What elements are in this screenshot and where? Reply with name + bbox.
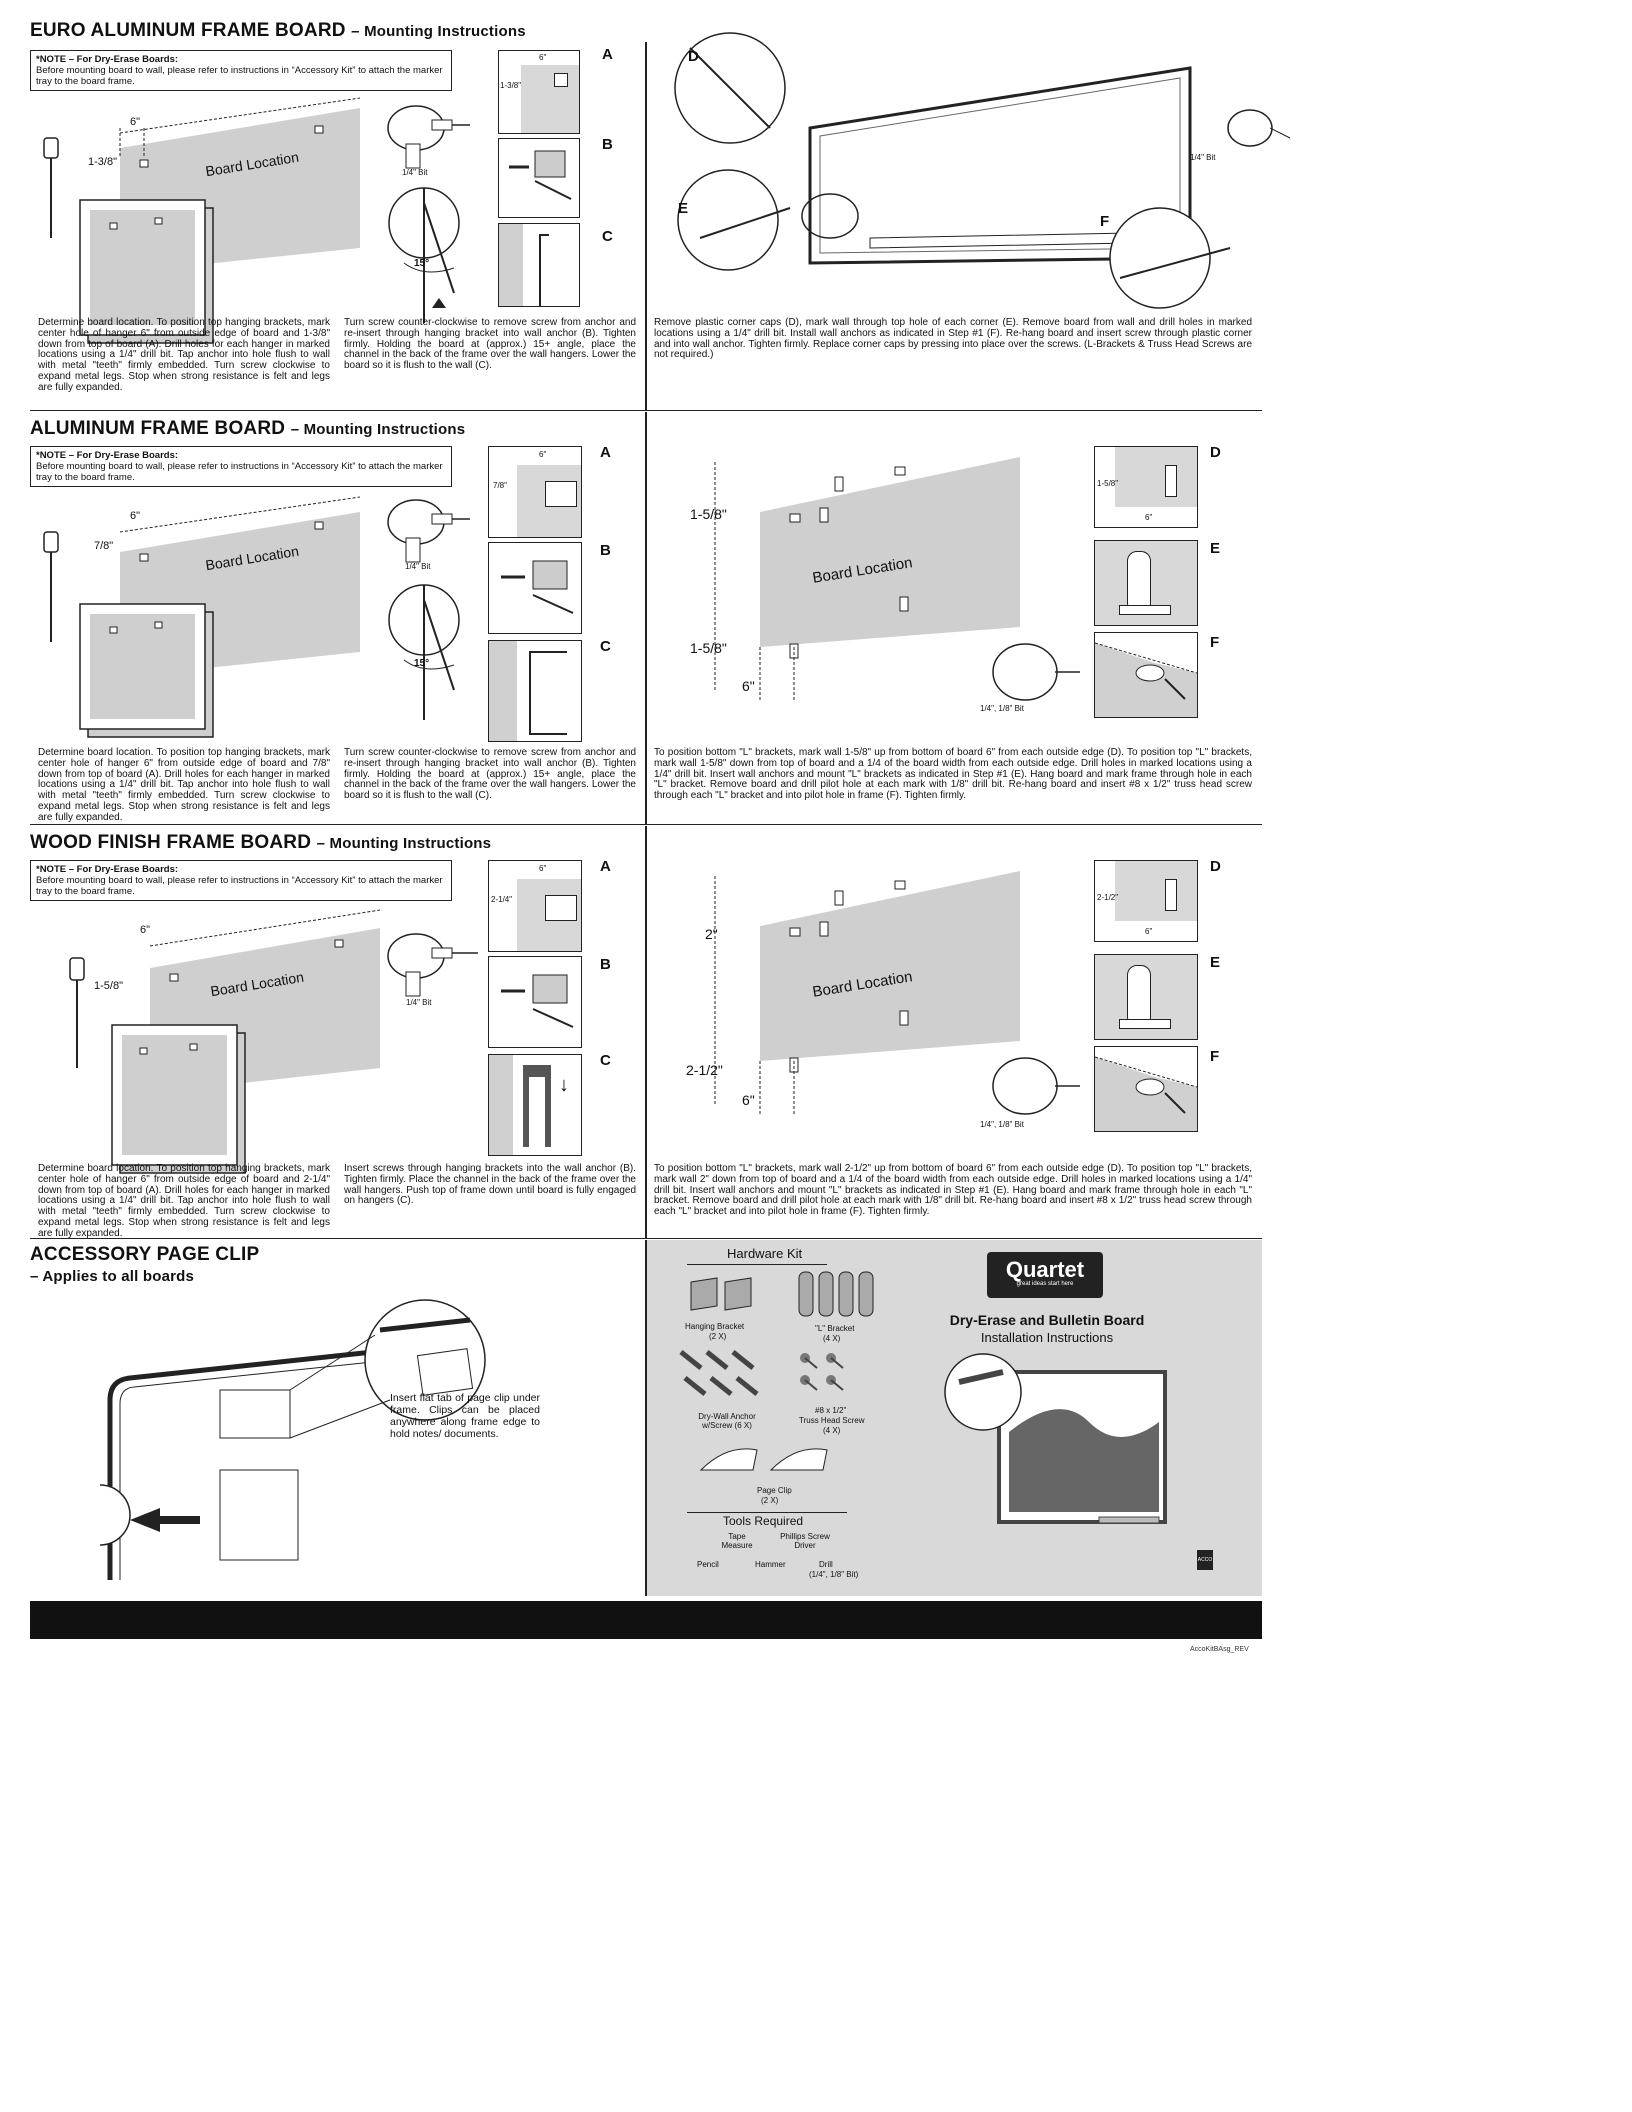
clip-instructions: Insert flat tab of page clip under frame. Clips can be placed anywhere along frame edge to hold notes/ documents. (390, 1392, 540, 1440)
label-f: F (1210, 1048, 1220, 1065)
drill-icon (384, 492, 474, 572)
dim-horizontal: 6" (140, 924, 151, 936)
accessory-title: ACCESSORY PAGE CLIP (30, 1244, 260, 1265)
truss-label-2: Truss Head Screw (799, 1416, 865, 1425)
panel-dim-v: 7/8" (493, 481, 507, 490)
bit-label: 1/4" Bit (402, 168, 428, 177)
panel-a (498, 50, 580, 134)
section-accessory (30, 1240, 1262, 1596)
dim-top: 2" (705, 926, 718, 942)
board-location-label: Board Location (811, 554, 914, 587)
panel-b (498, 138, 580, 218)
board-location-label: Board Location (811, 968, 914, 1001)
step-text-3: To position bottom "L" brackets, mark wall 1-5/8" up from bottom of board 6" from each outside edge (D). To position top "L" brackets, mark wall 1-5/8" down from top of board and a 1/4 of the board width from each outside edge. Drill holes in marked locations using a 1/4" drill bit. Insert wall anchors and mount "L" brackets as indicated in Step #1 (E). Hang board and mark frame through hole in each "L" bracket. Remove board and drill pilot hole at each mark with 1/8" drill bit. Re-hang board and insert #8 x 1/2" truss head screw through each "L" bracket and into pilot hole in frame (F). Tighten firmly. (654, 747, 1252, 802)
drill-icon (384, 926, 484, 1006)
page-clip-icon (697, 1440, 837, 1480)
panel-c (498, 223, 580, 307)
dim-vertical: 1-5/8" (94, 980, 123, 992)
board-location-diagram (40, 98, 380, 308)
label-a: A (600, 444, 611, 461)
truss-screw-icon (797, 1350, 857, 1400)
bit-label: 1/4" Bit (406, 998, 432, 1007)
l-bracket-board-diagram (670, 846, 1090, 1146)
label-c: C (600, 638, 611, 655)
panel-e (1094, 540, 1198, 626)
anchor-icon (677, 1348, 787, 1408)
footer-code: AccoKitBAsg_REV (1190, 1646, 1249, 1653)
section-title: WOOD FINISH FRAME BOARD – Mounting Instructions (30, 832, 492, 853)
bit-label: 1/4", 1/8" Bit (980, 1120, 1024, 1129)
page-clip-qty: (2 X) (761, 1496, 779, 1505)
board-location-label: Board Location (209, 968, 305, 1000)
panel-e (1094, 954, 1198, 1040)
panel-dim-v: 1-3/8" (500, 81, 522, 90)
panel-a (488, 860, 582, 952)
label-d: D (1210, 858, 1221, 875)
panel-dim-h: 6" (1145, 927, 1153, 936)
step-text-2: Turn screw counter-clockwise to remove screw from anchor and re-insert through hanging bracket into wall anchor (B). Tighten firmly. Holding the board at (approx.) 15+ angle, place the channel in the back of the frame over the wall hangers. Lower the board so it is flush to the wall (C). (344, 747, 636, 802)
footer-bar (30, 1601, 1262, 1639)
board-location-label: Board Location (204, 148, 300, 180)
dim-horizontal: 6" (130, 510, 141, 522)
bit-label: 1/4" Bit (405, 562, 431, 571)
label-e: E (1210, 954, 1221, 971)
acco-logo: ACCO (1197, 1550, 1213, 1570)
l-bracket-icon (797, 1270, 877, 1320)
step-text-3: To position bottom "L" brackets, mark wall 2-1/2" up from bottom of board 6" from each outside edge (D). To position top "L" brackets, mark wall 2" down from top of board and a 1/4 of the board width from each outside edge. Drill holes in marked locations using a 1/4" drill bit. Insert wall anchors and mount "L" brackets as indicated in Step #1 (E). Hang board and mark frame through hole in each "L" bracket. Remove board and drill pilot hole at each mark with 1/8" drill bit. Re-hang board and insert #8 x 1/2" truss head screw through each "L" bracket and into pilot hole in frame (F). Tighten firmly. (654, 1163, 1252, 1218)
page-clip-label: Page Clip (757, 1486, 792, 1495)
dim-horizontal: 6" (742, 1092, 755, 1108)
panel-dim-h: 6" (539, 864, 547, 873)
anchor-label: Dry-Wall Anchor w/Screw (6 X) (698, 1412, 756, 1430)
bit-label-right: 1/4" Bit (1190, 153, 1216, 162)
label-b: B (602, 136, 613, 153)
panel-b (488, 542, 582, 634)
hanging-bracket-label: Hanging Bracket (685, 1322, 745, 1331)
label-a: A (600, 858, 611, 875)
l-bracket-label: "L" Bracket (815, 1324, 855, 1333)
panel-c: ↓ (488, 1054, 582, 1156)
tool-screwdriver: Phillips Screw Driver (780, 1532, 830, 1550)
section-euro (30, 18, 1262, 411)
product-cover (647, 1240, 1262, 1596)
whiteboard-diagram (670, 48, 1250, 308)
hanging-bracket-qty: (2 X) (709, 1332, 727, 1341)
tool-drill-bits: (1/4", 1/8" Bit) (809, 1570, 859, 1579)
l-bracket-board-diagram (670, 432, 1090, 732)
label-f: F (1100, 213, 1110, 230)
label-d: D (1210, 444, 1221, 461)
step-text-2: Insert screws through hanging brackets into the wall anchor (B). Tighten firmly. Place the channel in the back of the frame over the wall hangers. Push top of frame down until board is fully engaged on hangers (C). (344, 1163, 636, 1207)
panel-f (1094, 1046, 1198, 1132)
board-location-diagram (40, 918, 400, 1138)
label-e: E (678, 200, 689, 217)
panel-dim-v: 1-5/8" (1097, 479, 1119, 488)
board-location-diagram (40, 502, 380, 712)
label-c: C (600, 1052, 611, 1069)
dry-erase-note: *NOTE – For Dry-Erase Boards: Before mounting board to wall, please refer to instructions in “Accessory Kit” to attach the marker tray to the board frame. (30, 50, 452, 91)
dry-erase-note: *NOTE – For Dry-Erase Boards: Before mounting board to wall, please refer to instructions in “Accessory Kit” to attach the marker tray to the board frame. (30, 860, 452, 901)
label-a: A (602, 46, 613, 63)
section-title: EURO ALUMINUM FRAME BOARD – Mounting Instructions (30, 20, 526, 41)
step-text-2: Turn screw counter-clockwise to remove screw from anchor and re-insert through hanging bracket into wall anchor (B). Tighten firmly. Holding the board at (approx.) 15+ angle, place the channel in the back of the frame over the wall hangers. Lower the board so it is flush to the wall (C). (344, 317, 636, 372)
dim-horizontal: 6" (130, 116, 141, 128)
label-f: F (1210, 634, 1220, 651)
label-d: D (688, 48, 699, 65)
dim-horizontal: 6" (742, 678, 755, 694)
dim-vertical: 7/8" (94, 540, 114, 552)
hanging-bracket-icon (687, 1276, 757, 1316)
step-text-1: Determine board location. To position top hanging brackets, mark center hole of hanger 6" from outside edge of board and 7/8" down from top of board (A). Drill holes for each hanger in marked locations using a 1/4" drill bit. Tap anchor into hole flush to wall with metal "teeth" firmly embedded. Turn screw clockwise to expand metal legs. Stop when strong resistance is felt and legs are fully expanded. (38, 747, 330, 823)
board-product-image (939, 1352, 1179, 1532)
panel-d (1094, 446, 1198, 528)
dry-erase-note: *NOTE – For Dry-Erase Boards: Before mounting board to wall, please refer to instructions in “Accessory Kit” to attach the marker tray to the board frame. (30, 446, 452, 487)
angle-label: 15° (414, 258, 430, 269)
truss-label: #8 x 1/2" (815, 1406, 847, 1415)
panel-dim-h: 6" (539, 53, 547, 62)
bit-label: 1/4", 1/8" Bit (980, 704, 1024, 713)
step-text-1: Determine board location. To position top hanging brackets, mark center hole of hanger 6" from outside edge of board and 1-3/8" down from top of board (A). Drill holes for each hanger in marked locations using a 1/4" drill bit. Tap anchor into hole flush to wall with metal "teeth" firmly embedded. Turn screw clockwise to expand metal legs. Stop when strong resistance is felt and legs are fully expanded. (38, 317, 330, 393)
drill-icon (384, 98, 474, 178)
tool-pencil: Pencil (697, 1560, 719, 1569)
label-b: B (600, 542, 611, 559)
step-text-1: Determine board location. To position top hanging brackets, mark center hole of hanger 6" from outside edge of board and 2-1/4" down from top of board (A). Drill holes for each hanger in marked locations using a 1/4" drill bit. Tap anchor into hole flush to wall with metal "teeth" firmly embedded. Turn screw clockwise to expand metal legs. Stop when strong resistance is felt and legs are fully expanded. (38, 1163, 330, 1239)
panel-dim-h: 6" (1145, 513, 1153, 522)
panel-dim-h: 6" (539, 450, 547, 459)
hardware-kit-title: Hardware Kit (727, 1246, 803, 1261)
label-e: E (1210, 540, 1221, 557)
dim-bottom: 2-1/2" (686, 1062, 723, 1078)
product-subtitle: Installation Instructions (980, 1330, 1114, 1345)
tool-hammer: Hammer (755, 1560, 786, 1569)
panel-a (488, 446, 582, 538)
dim-bottom: 1-5/8" (690, 640, 727, 656)
angle-label: 15° (414, 658, 430, 669)
accessory-subtitle: – Applies to all boards (30, 1268, 195, 1285)
panel-dim-v: 2-1/4" (491, 895, 513, 904)
step-text-3: Remove plastic corner caps (D), mark wall through top hole of each corner (E). Remove board from wall and drill holes in marked locations using a 1/4" drill bit. Install wall anchors as indicated in Step #1 (F). Re-hang board and insert screw through plastic corner and into wall anchor. Tighten firmly. Replace corner caps by pressing into place over the screws. (L-Brackets & Truss Head Screws are not required.) (654, 317, 1252, 361)
tools-title: Tools Required (723, 1514, 804, 1528)
quartet-logo: Quartet great ideas start here (987, 1252, 1103, 1298)
dim-vertical: 1-3/8" (88, 156, 117, 168)
panel-f (1094, 632, 1198, 718)
hang-angle-diagram (384, 580, 484, 720)
label-c: C (602, 228, 613, 245)
section-wood (30, 826, 1262, 1239)
truss-qty: (4 X) (823, 1426, 841, 1435)
hang-angle-diagram (384, 183, 484, 323)
panel-d (1094, 860, 1198, 942)
label-b: B (600, 956, 611, 973)
tool-tape: Tape Measure (721, 1532, 753, 1550)
l-bracket-qty: (4 X) (823, 1334, 841, 1343)
tool-drill: Drill (819, 1560, 833, 1569)
panel-dim-v: 2-1/2" (1097, 893, 1119, 902)
dim-top: 1-5/8" (690, 506, 727, 522)
section-aluminum (30, 412, 1262, 825)
panel-c (488, 640, 582, 742)
board-location-label: Board Location (204, 542, 300, 574)
product-title: Dry-Erase and Bulletin Board (949, 1312, 1145, 1328)
panel-b (488, 956, 582, 1048)
section-title: ALUMINUM FRAME BOARD – Mounting Instructions (30, 418, 466, 439)
